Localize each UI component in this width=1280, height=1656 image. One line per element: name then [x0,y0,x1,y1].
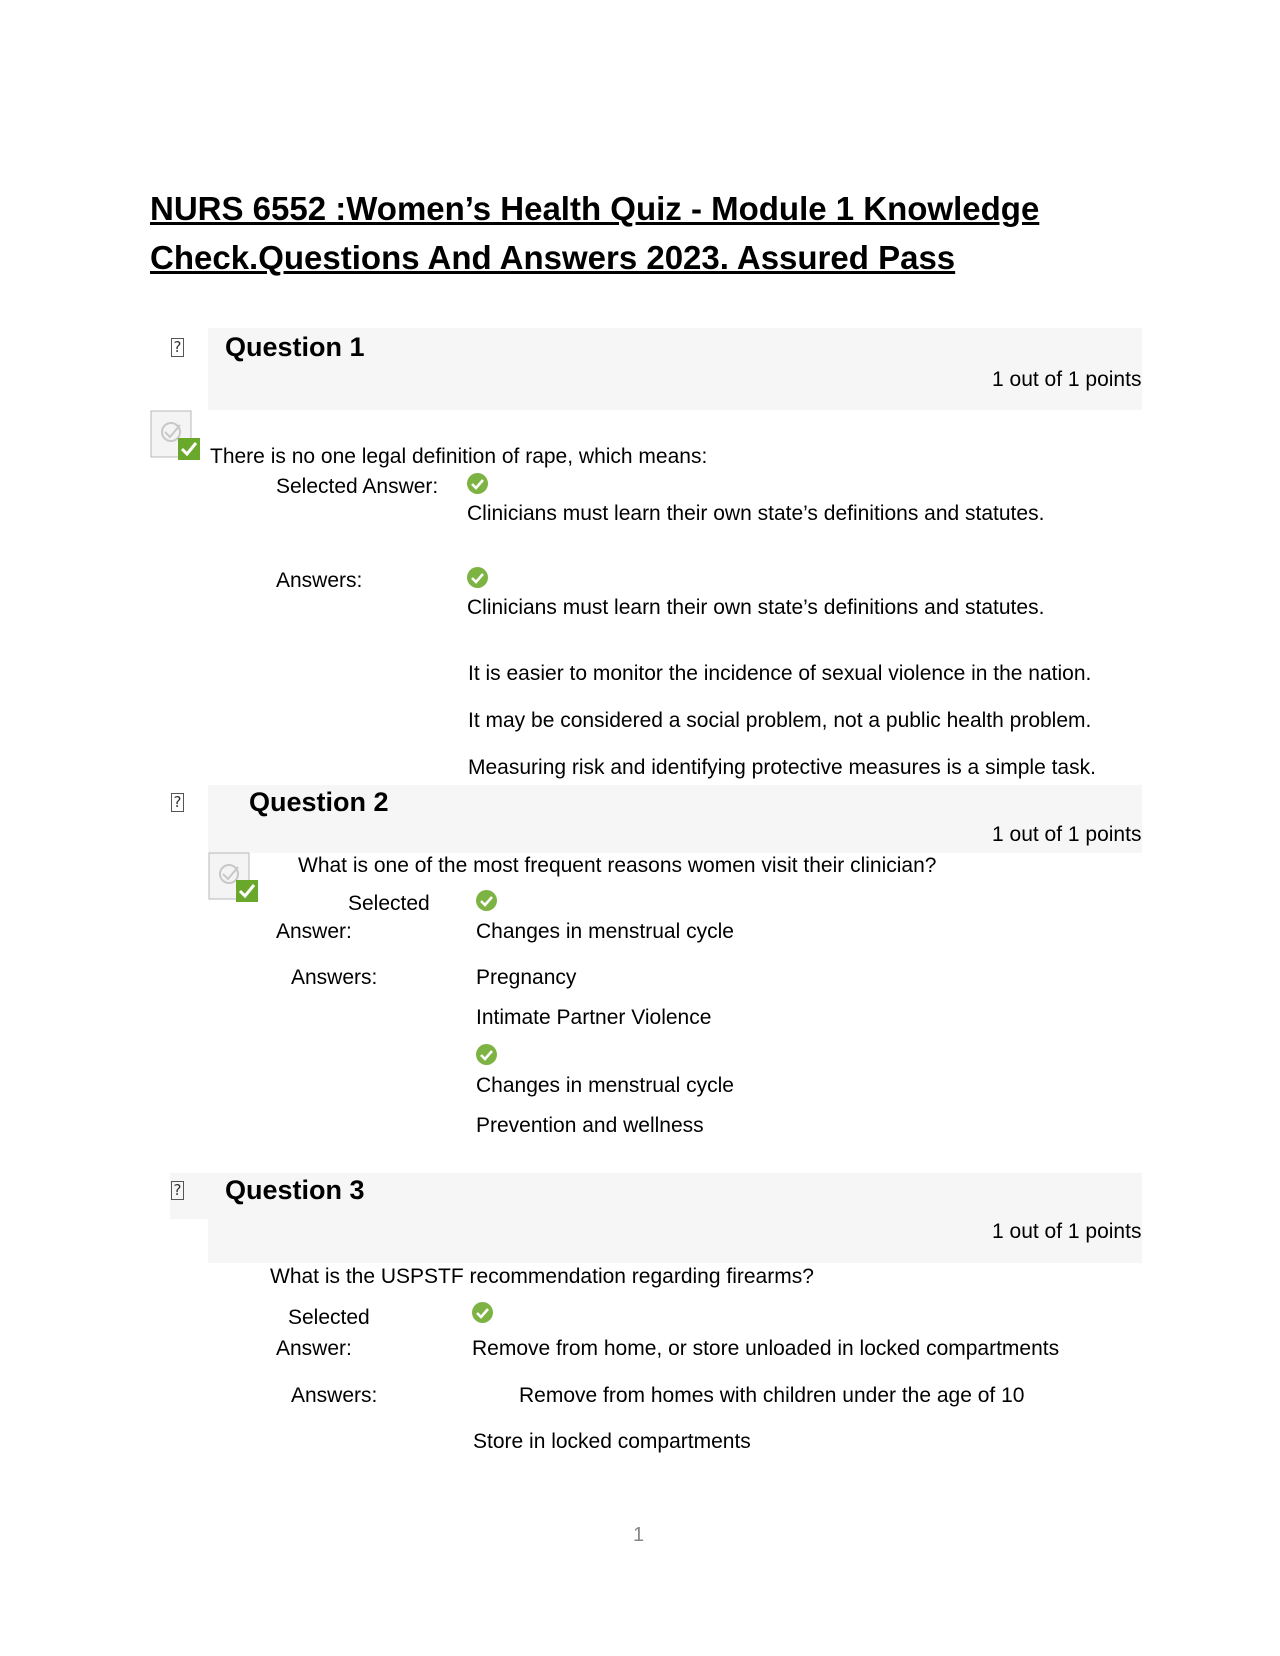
question-1-selected-answer: Clinicians must learn their own state’s definitions and statutes. [467,502,1045,525]
question-1-answer-option: Clinicians must learn their own state’s definitions and statutes. [467,596,1045,619]
correct-check-icon [476,1044,497,1065]
correct-check-icon [472,1302,493,1323]
question-3-status-icon: ? [171,1181,184,1200]
page-number: 1 [633,1524,645,1546]
question-1-answer-option: Measuring risk and identifying protective measures is a simple task. [468,756,1096,779]
question-1-answer-option: It may be considered a social problem, not a public health problem. [468,709,1092,732]
question-3-answer-option: Store in locked compartments [473,1430,751,1453]
question-1-answer-option: It is easier to monitor the incidence of sexual violence in the nation. [468,662,1092,685]
question-3-answers-label: Answers: [291,1384,378,1407]
question-2-answers-label: Answers: [291,966,378,989]
question-3-points: 1 out of 1 points [992,1220,1142,1243]
correct-check-icon [467,567,488,588]
correct-check-icon [467,473,488,494]
question-2-selected-answer: Changes in menstrual cycle [476,920,734,943]
question-2-title: Question 2 [249,787,389,817]
question-3-prompt: What is the USPSTF recommendation regarding firearms? [270,1265,814,1288]
question-1-title: Question 1 [225,332,365,362]
question-1-prompt: There is no one legal definition of rape, which means: [210,445,708,468]
question-2-prompt: What is one of the most frequent reasons women visit their clinician? [298,854,937,877]
question-3-selected-answer: Remove from home, or store unloaded in locked compartments [472,1337,1060,1360]
question-2-status-icon: ? [171,793,184,812]
question-1-answers-label: Answers: [276,569,363,592]
question-3-selected-label-line2: Answer: [276,1337,352,1360]
question-3-selected-label-line1: Selected [288,1306,370,1329]
question-2-selected-label-line2: Answer: [276,920,352,943]
question-2-answer-option: Prevention and wellness [476,1114,704,1137]
question-correct-icon [208,852,260,904]
question-3-title: Question 3 [225,1175,365,1205]
question-1-status-icon: ? [171,338,184,357]
question-2-answer-option: Pregnancy [476,966,577,989]
question-3-answer-option: Remove from homes with children under the age of 10 [519,1384,1025,1407]
question-1-selected-label: Selected Answer: [276,475,439,498]
question-2-answer-option: Changes in menstrual cycle [476,1074,734,1097]
question-2-answer-option: Intimate Partner Violence [476,1006,712,1029]
question-1-points: 1 out of 1 points [992,368,1142,391]
correct-check-icon [476,890,497,911]
question-2-points: 1 out of 1 points [992,823,1142,846]
question-correct-icon [150,410,202,462]
question-2-selected-label-line1: Selected [348,892,430,915]
document-title: NURS 6552 :Women’s Health Quiz - Module 1 Knowledge Check.Questions And Answers 2023. Assured Pass [150,190,1040,276]
